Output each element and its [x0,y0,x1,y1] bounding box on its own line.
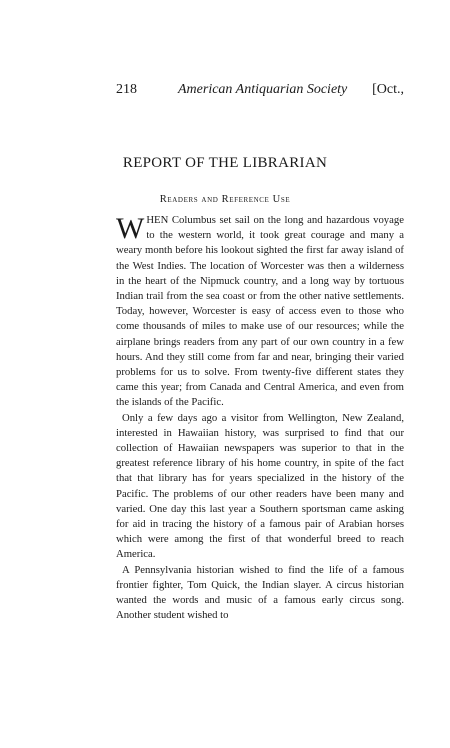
report-title: REPORT OF THE LIBRARIAN [122,155,328,171]
running-head [116,82,404,100]
paragraph-new-zealand: Only a few days ago a visitor from Wellington, New Zealand, interested in Hawaiian history, was surprised to find that our collection of Hawaiian newspapers was superior to that in the greatest reference library of his home country, in spite of the fact that that library has for years specialized in the history of the Pacific. The problems of our other readers have been many and varied. One day this last year a Southern sportsman came asking for aid in tracing the history of a famous pair of Arabian horses which were among the first of that wonderful breed to reach America. [116,411,404,561]
body-text [116,213,404,623]
paragraph-columbus: WHEN Columbus set sail on the long and hazardous voyage to the western world, it took great courage and many a weary month before his lookout sighted the first far away island of the West Indies. The location of Worcester was then a wilderness in the heart of the Nipmuck country, and a long way by tortuous Indian trail from the sea coast or from the other native settlements. Today, however, Worcester is easy of access even to those who come thousands of miles to make use of our resources; while the airplane brings readers from any part of our own country in a few hours. And they still come from far and near, bringing their varied problems for us to solve. From twenty-five different states they came this year; from Canada and Central America, and even from the islands of the Pacific. [116,212,404,409]
running-date: [Oct., [372,82,404,97]
section-heading: Readers and Reference Use [159,194,291,205]
journal-title: American Antiquarian Society [178,82,348,97]
page-number: 218 [116,82,137,97]
paragraph-pennsylvania: A Pennsylvania historian wished to find the life of a famous frontier fighter, Tom Quick, the Indian slayer. A circus historian wanted the words and music of a famous early circus song. Another student wished to [116,563,404,622]
